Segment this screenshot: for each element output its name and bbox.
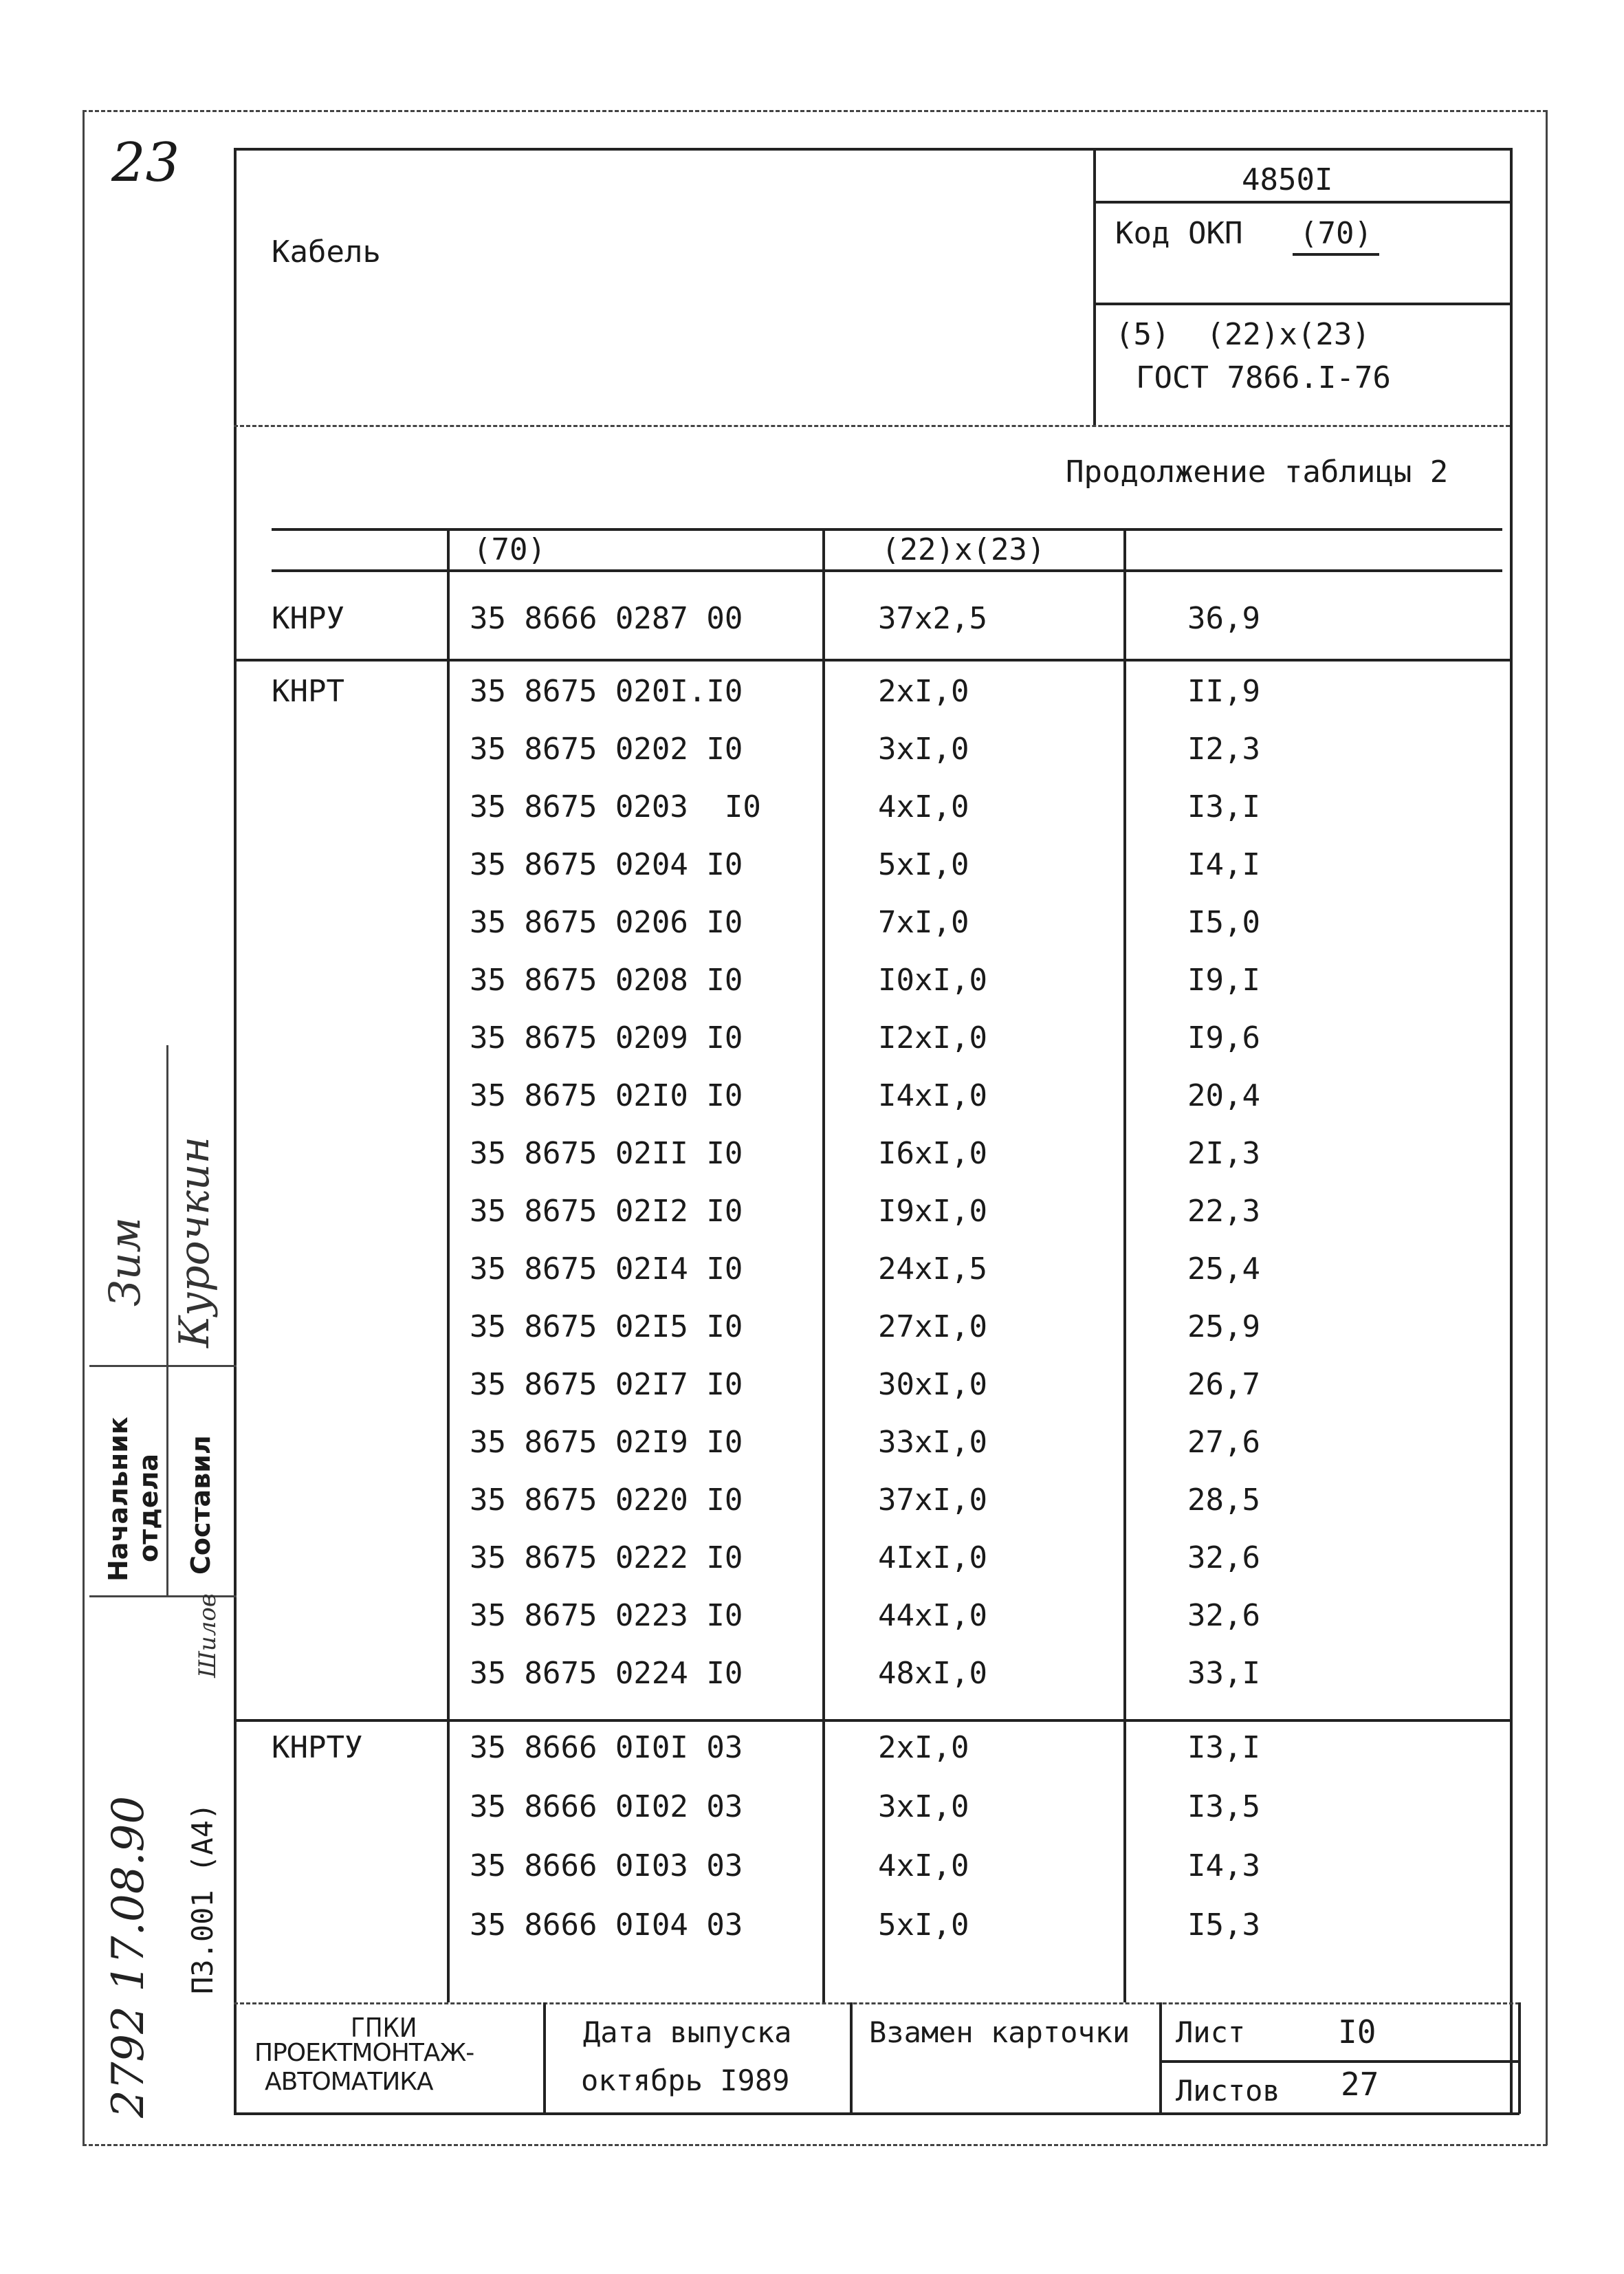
footer-divider-2	[850, 2002, 853, 2114]
table-row-code: 35 8666 0I0I 03	[470, 1730, 743, 1765]
designation-line-1: (5) (22)x(23)	[1115, 317, 1370, 352]
outer-frame-left	[83, 110, 85, 2145]
table-row-code: 35 8666 0I04 03	[470, 1907, 743, 1943]
table-row-value: I9,I	[1187, 963, 1260, 998]
outer-frame-bottom	[83, 2144, 1547, 2146]
footer-divider-1	[543, 2002, 546, 2114]
page-number: 23	[111, 132, 180, 194]
card-right-border	[1510, 148, 1513, 2114]
table-row-size: 37xI,0	[878, 1483, 987, 1518]
column-divider-1	[447, 529, 450, 2002]
table-row-value: I9,6	[1187, 1020, 1260, 1056]
footer-bottom	[234, 2112, 1519, 2115]
table-row-value: 32,6	[1187, 1598, 1260, 1633]
table-row-size: 33xI,0	[878, 1425, 987, 1460]
table-row-code: 35 8675 02I7 I0	[470, 1367, 743, 1402]
margin-signature-1: Зим	[100, 1217, 150, 1307]
table-row-size: 27xI,0	[878, 1309, 987, 1344]
table-row-value: 2I,3	[1187, 1136, 1260, 1171]
table-header-rule	[272, 569, 1502, 572]
margin-head-label-1: Начальник	[103, 1417, 133, 1582]
footer-top	[234, 2002, 1519, 2004]
outer-frame-top	[83, 110, 1547, 112]
sheet-number: I0	[1338, 2013, 1376, 2051]
margin-form-code: ПЗ.001 (А4)	[186, 1802, 219, 1994]
org-line-2: ПРОЕКТМОНТАЖ-	[254, 2039, 474, 2067]
table-row-code: 35 8666 0I02 03	[470, 1789, 743, 1824]
card-top-border	[234, 148, 1513, 151]
release-label: Дата выпуска	[583, 2015, 792, 2049]
table-row-size: 5xI,0	[878, 1907, 969, 1943]
margin-date-note: 2792 17.08.90	[103, 1795, 154, 2118]
table-row-value: I3,5	[1187, 1789, 1260, 1824]
product-name: Кабель	[272, 234, 381, 270]
table-row-value: II,9	[1187, 674, 1260, 709]
outer-frame-right	[1546, 110, 1548, 2145]
table-row-size: 7xI,0	[878, 905, 969, 940]
table-row-code: 35 8675 02I0 I0	[470, 1078, 743, 1113]
table-row-code: 35 8675 0224 I0	[470, 1656, 743, 1691]
table-row-size: 3xI,0	[878, 732, 969, 767]
table-row-size: 4xI,0	[878, 789, 969, 824]
column-divider-2	[822, 529, 825, 2002]
table-row-code: 35 8675 02I5 I0	[470, 1309, 743, 1344]
column-header-size: (22)x(23)	[881, 532, 1046, 567]
table-row-code: 35 8675 02I9 I0	[470, 1425, 743, 1460]
table-row-size: 2xI,0	[878, 674, 969, 709]
okp-label: Код ОКП	[1115, 216, 1243, 251]
table-row-size: 2xI,0	[878, 1730, 969, 1765]
table-top-rule	[272, 528, 1502, 531]
table-row-code: 35 8675 0203 I0	[470, 789, 761, 824]
table-row-size: 4IxI,0	[878, 1540, 987, 1575]
table-row-value: 26,7	[1187, 1367, 1260, 1402]
table-row-size: I2xI,0	[878, 1020, 987, 1056]
table-row-code: 35 8675 020I.I0	[470, 674, 743, 709]
group-name-knrt: КНРТ	[272, 674, 344, 709]
release-date: октябрь I989	[581, 2064, 790, 2097]
table-row-code: 35 8675 0202 I0	[470, 732, 743, 767]
column-header-code: (70)	[473, 532, 546, 567]
table-row-size: 48xI,0	[878, 1656, 987, 1691]
table-row-size: I4xI,0	[878, 1078, 987, 1113]
group-separator-1	[234, 659, 1510, 662]
card-left-border	[234, 148, 237, 2114]
table-row-value: 36,9	[1187, 601, 1260, 636]
table-row-value: 27,6	[1187, 1425, 1260, 1460]
table-row-size: 3xI,0	[878, 1789, 969, 1824]
table-row-value: 20,4	[1187, 1078, 1260, 1113]
table-row-value: 25,4	[1187, 1251, 1260, 1287]
table-row-value: I4,3	[1187, 1848, 1260, 1883]
column-divider-3	[1123, 529, 1126, 2002]
table-row-code: 35 8675 0208 I0	[470, 963, 743, 998]
table-row-value: 22,3	[1187, 1194, 1260, 1229]
org-line-1: ГПКИ	[351, 2013, 417, 2043]
table-row-value: 33,I	[1187, 1656, 1260, 1691]
group-name-knrtu: КНРТУ	[272, 1730, 363, 1765]
table-row-code: 35 8675 0223 I0	[470, 1598, 743, 1633]
table-row-code: 35 8675 0220 I0	[470, 1483, 743, 1518]
designation-line-2: ГОСТ 7866.I-76	[1136, 360, 1391, 395]
margin-signature-2: Курочкин	[171, 1136, 219, 1348]
table-row-size: 24xI,5	[878, 1251, 987, 1287]
table-row-size: 4xI,0	[878, 1848, 969, 1883]
header-line-1	[1093, 201, 1510, 204]
table-row-size: I9xI,0	[878, 1194, 987, 1229]
table-row-code: 35 8675 0204 I0	[470, 847, 743, 882]
margin-rule-1	[89, 1365, 237, 1367]
table-row-size: 37x2,5	[878, 601, 987, 636]
okp-value: (70)	[1293, 219, 1379, 256]
table-row-value: I4,I	[1187, 847, 1260, 882]
table-row-code: 35 8666 0287 00	[470, 601, 743, 636]
table-row-size: I0xI,0	[878, 963, 987, 998]
org-line-3: АВТОМАТИКА	[265, 2068, 433, 2096]
header-line-2	[1093, 303, 1510, 305]
code-number: 4850I	[1242, 162, 1333, 197]
table-title: Продолжение таблицы 2	[1066, 455, 1449, 490]
footer-divider-3	[1159, 2002, 1162, 2114]
table-row-code: 35 8675 0222 I0	[470, 1540, 743, 1575]
table-row-value: I2,3	[1187, 732, 1260, 767]
replaces-label: Взамен карточки	[869, 2015, 1130, 2049]
footer-right-border	[1518, 2002, 1521, 2114]
margin-stamp-head	[103, 1417, 164, 1582]
table-row-value: 25,9	[1187, 1309, 1260, 1344]
table-row-size: I6xI,0	[878, 1136, 987, 1171]
sheets-total: 27	[1341, 2066, 1379, 2103]
table-row-value: I5,0	[1187, 905, 1260, 940]
table-row-code: 35 8675 0206 I0	[470, 905, 743, 940]
table-row-size: 44xI,0	[878, 1598, 987, 1633]
table-row-value: 28,5	[1187, 1483, 1260, 1518]
footer-sheet-rule	[1159, 2060, 1519, 2063]
table-row-code: 35 8675 02I4 I0	[470, 1251, 743, 1287]
table-row-code: 35 8675 02I2 I0	[470, 1194, 743, 1229]
margin-compiled-label: Составил	[186, 1435, 216, 1575]
sheets-label: Листов	[1176, 2074, 1280, 2108]
table-row-value: I3,I	[1187, 1730, 1260, 1765]
table-row-code: 35 8666 0I03 03	[470, 1848, 743, 1883]
group-name-knru: КНРУ	[272, 601, 344, 636]
sheet-label: Лист	[1176, 2015, 1246, 2049]
header-divider	[1093, 148, 1096, 426]
margin-divider	[166, 1045, 168, 1595]
group-separator-2	[234, 1719, 1510, 1722]
table-row-size: 5xI,0	[878, 847, 969, 882]
table-row-size: 30xI,0	[878, 1367, 987, 1402]
header-bottom	[234, 425, 1510, 427]
table-row-value: I3,I	[1187, 789, 1260, 824]
table-row-code: 35 8675 02II I0	[470, 1136, 743, 1171]
margin-signature-3: Шилов	[194, 1593, 221, 1678]
margin-head-label-2: отдела	[133, 1453, 164, 1562]
table-row-value: 32,6	[1187, 1540, 1260, 1575]
table-row-code: 35 8675 0209 I0	[470, 1020, 743, 1056]
table-row-value: I5,3	[1187, 1907, 1260, 1943]
